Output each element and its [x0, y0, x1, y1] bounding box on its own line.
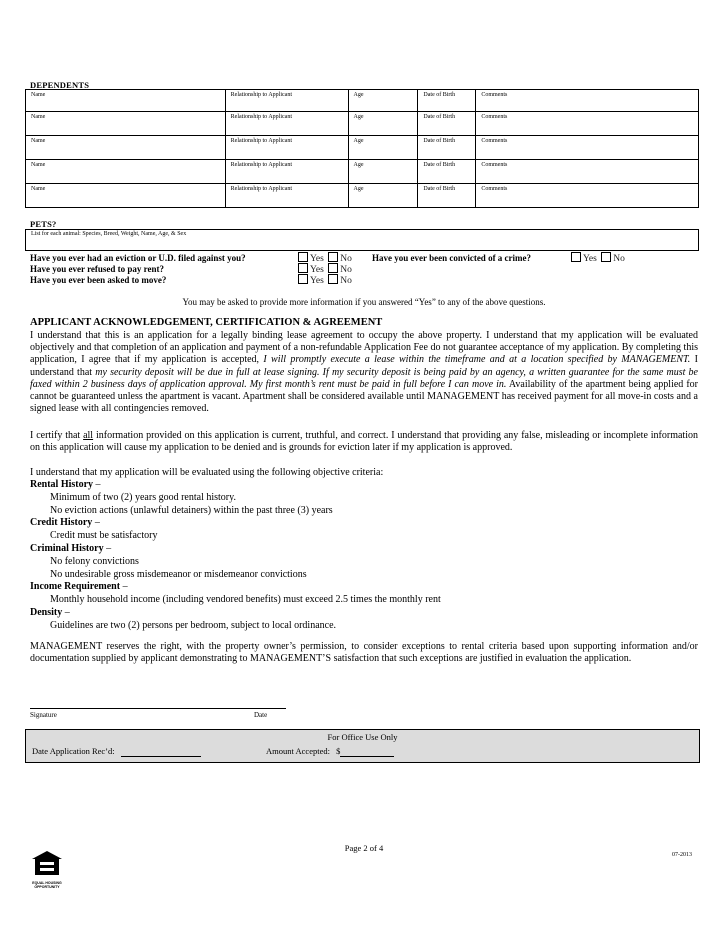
dependent-row	[26, 184, 699, 208]
yes-label: Yes	[310, 254, 324, 264]
eviction-no-checkbox[interactable]	[328, 252, 338, 262]
question-refused-rent: Have you ever refused to pay rent?	[30, 264, 164, 274]
asked-to-move-options	[298, 274, 352, 286]
dependent-cell[interactable]: Comments	[476, 160, 699, 184]
criteria-item: Guidelines are two (2) persons per bedroom, subject to local ordinance.	[50, 619, 337, 631]
no-label: No	[340, 276, 352, 286]
criteria-heading	[30, 479, 698, 492]
certify-text: information provided on this application is current, truthful, and correct. I understand that providing any false, misleading or incomplete information on this application will cause my application to be denied and is grounds for eviction later if my application is approved.	[30, 430, 698, 454]
signature-label: Signature	[30, 711, 57, 719]
dependent-cell[interactable]: Date of Birth	[418, 112, 476, 136]
ack-text-italic: I will promptly execute a lease within the timeframe and at a location specified by MANAGEMENT.	[263, 354, 691, 366]
criteria-item: Minimum of two (2) years good rental history.	[50, 491, 236, 503]
dependent-cell[interactable]: Date of Birth	[418, 184, 476, 208]
dependent-cell[interactable]: Relationship to Applicant	[225, 112, 348, 136]
no-label: No	[340, 254, 352, 264]
dependent-cell[interactable]: Name	[26, 184, 226, 208]
dependent-cell[interactable]: Name	[26, 160, 226, 184]
date-received-blank[interactable]	[121, 746, 201, 757]
date-received-label: Date Application Rec’d:	[32, 746, 115, 756]
refused-rent-yes-checkbox[interactable]	[298, 263, 308, 273]
criteria-item: Monthly household income (including vendored benefits) must exceed 2.5 times the monthly rent	[50, 594, 441, 606]
criteria-title: Income Requirement	[30, 581, 121, 593]
crime-no-checkbox[interactable]	[601, 252, 611, 262]
yes-label: Yes	[583, 254, 597, 264]
eviction-yes-checkbox[interactable]	[298, 252, 308, 262]
asked-to-move-no-checkbox[interactable]	[328, 274, 338, 284]
date-label: Date	[254, 711, 268, 719]
dependent-cell[interactable]: Date of Birth	[418, 90, 476, 112]
dependent-cell[interactable]: Comments	[476, 136, 699, 160]
date-received-field	[32, 746, 201, 757]
dependent-cell[interactable]: Age	[348, 184, 418, 208]
dependents-table	[25, 89, 699, 208]
office-use-title: For Office Use Only	[327, 732, 398, 742]
ack-paragraph-2	[30, 430, 698, 454]
criteria-title: Rental History	[30, 479, 94, 490]
ack-heading: APPLICANT ACKNOWLEDGEMENT, CERTIFICATION & AGREEMENT	[30, 317, 383, 328]
crime-options	[571, 252, 625, 264]
criteria-item: No undesirable gross misdemeanor or misdemeanor convictions	[50, 568, 307, 580]
dependent-cell[interactable]: Comments	[476, 90, 699, 112]
certify-all: all	[83, 430, 94, 441]
dependent-cell[interactable]: Comments	[476, 184, 699, 208]
criteria-heading	[30, 543, 698, 556]
pets-label: PETS?	[30, 219, 57, 229]
amount-accepted-label: Amount Accepted:	[266, 746, 330, 756]
equal-housing-logo	[31, 850, 63, 889]
ack-text: I understand that this is an application for a legally binding lease agreement to occupy the above property. I understand that my application will be evaluated objectively and that completion of an application and payment of a non-refundable Application Fee do not guarantee acceptance of my application. By completing this application, I agree that if my application is accepted,	[30, 330, 698, 366]
pets-hint: List for each animal: Species, Breed, Weight, Name, Age, & Sex	[31, 231, 187, 237]
page-number: Page 2 of 4	[344, 843, 384, 853]
criteria-heading	[30, 607, 698, 620]
dependent-cell[interactable]: Comments	[476, 112, 699, 136]
revision-date: 07-2013	[672, 852, 692, 858]
ack-paragraph-1	[30, 330, 698, 415]
yes-label: Yes	[310, 265, 324, 275]
dependent-cell[interactable]: Date of Birth	[418, 160, 476, 184]
criteria-heading	[30, 517, 698, 530]
dependent-cell[interactable]: Name	[26, 112, 226, 136]
criteria-dash: –	[92, 517, 100, 529]
dependent-cell[interactable]: Age	[348, 90, 418, 112]
pets-field[interactable]	[25, 229, 699, 251]
criteria-title: Criminal History	[30, 542, 104, 554]
dependent-cell[interactable]: Age	[348, 136, 418, 160]
equal-housing-text: EQUAL HOUSING OPPORTUNITY	[32, 881, 62, 889]
management-paragraph: MANAGEMENT reserves the right, with the property owner’s permission, to consider exceptions to rental criteria based upon supporting information and/or documentation supplied by applicant demonstrating to MANAGEMENT’S satisfaction that such exceptions are justified in evaluation the application.	[30, 641, 698, 665]
currency-symbol: $	[336, 746, 341, 756]
criteria-dash: –	[62, 606, 70, 618]
ack-text: Availability of the apartment being applied for cannot be guaranteed unless the apartment is vacant. Apartment shall be considered available until MANAGEMENT has received payment for all move-in costs and a signed lease with all contingencies removed.	[30, 378, 699, 415]
certify-text: I certify that	[30, 430, 84, 441]
criteria-item: Credit must be satisfactory	[50, 530, 158, 542]
dependent-cell[interactable]: Age	[348, 160, 418, 184]
criteria-dash: –	[103, 542, 112, 554]
criteria-dash: –	[93, 479, 101, 490]
signature-line[interactable]	[30, 708, 286, 709]
dependent-row	[26, 136, 699, 160]
dependent-cell[interactable]: Relationship to Applicant	[225, 90, 348, 112]
no-label: No	[613, 254, 625, 264]
ack-paragraph-3: I understand that my application will be evaluated using the following objective criteria:	[30, 467, 384, 478]
dependent-cell[interactable]: Relationship to Applicant	[225, 160, 348, 184]
criteria-item: No eviction actions (unlawful detainers) within the past three (3) years	[50, 504, 333, 516]
refused-rent-no-checkbox[interactable]	[328, 263, 338, 273]
criteria-list	[30, 479, 698, 633]
amount-accepted-field	[266, 746, 394, 757]
crime-yes-checkbox[interactable]	[571, 252, 581, 262]
dependent-row	[26, 112, 699, 136]
dependents-label: DEPENDENTS	[30, 80, 90, 90]
more-info-note: You may be asked to provide more information if you answered “Yes” to any of the above questions.	[182, 297, 546, 307]
question-asked-to-move: Have you ever been asked to move?	[30, 275, 167, 285]
ack-text: I understand that	[30, 354, 698, 378]
no-label: No	[340, 265, 352, 275]
dependent-cell[interactable]: Relationship to Applicant	[225, 136, 348, 160]
dependent-cell[interactable]: Relationship to Applicant	[225, 184, 348, 208]
ack-text-italic: my security deposit will be due in full at lease signing. If my security deposit is being paid by an agency, a written guarantee for the same must be faxed within 2 business days of application approval. My first month’s rent must be paid in full before I can move in.	[30, 366, 698, 390]
dependent-cell[interactable]: Name	[26, 136, 226, 160]
amount-accepted-blank[interactable]	[340, 746, 394, 757]
dependent-cell[interactable]: Date of Birth	[418, 136, 476, 160]
criteria-item: No felony convictions	[50, 555, 139, 567]
asked-to-move-yes-checkbox[interactable]	[298, 274, 308, 284]
dependent-row	[26, 160, 699, 184]
criteria-dash: –	[120, 581, 128, 593]
equal-housing-house-icon	[31, 850, 63, 876]
dependent-cell[interactable]: Age	[348, 112, 418, 136]
yes-label: Yes	[310, 276, 324, 286]
dependent-row	[26, 90, 699, 112]
question-eviction: Have you ever had an eviction or U.D. filed against you?	[30, 253, 246, 263]
criteria-title: Credit History	[30, 517, 93, 529]
dependent-cell[interactable]: Name	[26, 90, 226, 112]
question-crime: Have you ever been convicted of a crime?	[372, 253, 532, 263]
criteria-title: Density	[30, 606, 63, 618]
criteria-heading	[30, 581, 698, 594]
office-use-box	[25, 729, 700, 763]
